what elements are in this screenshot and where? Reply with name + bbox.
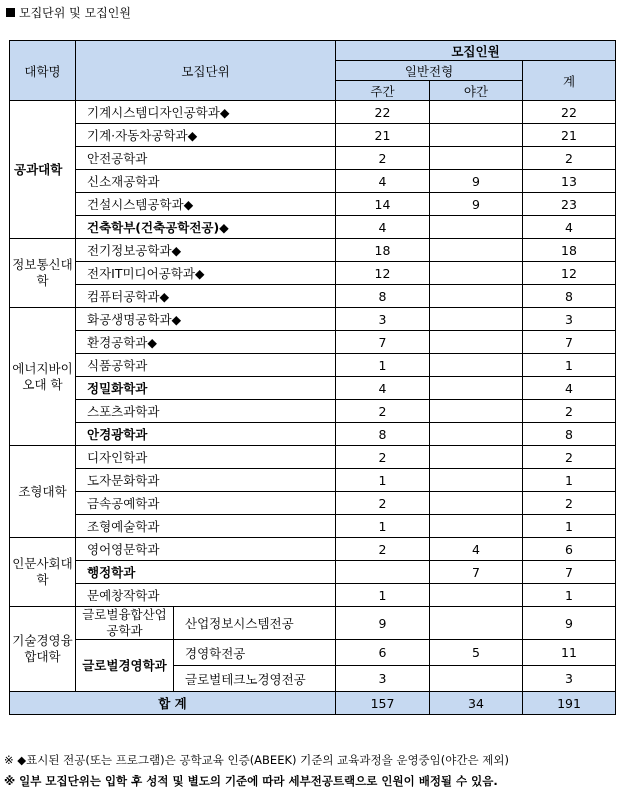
unit-name: 건축학부(건축공학전공)◆ — [76, 216, 336, 239]
night-count — [430, 147, 523, 170]
total-count: 4 — [523, 377, 616, 400]
unit-name: 행정학과 — [76, 561, 336, 584]
night-count — [430, 308, 523, 331]
square-bullet-icon — [6, 8, 15, 17]
table-row — [10, 515, 616, 538]
day-count: 3 — [336, 666, 430, 692]
total-count: 18 — [523, 239, 616, 262]
table-row — [10, 492, 616, 515]
day-count: 18 — [336, 239, 430, 262]
unit-name: 전기정보공학과◆ — [76, 239, 336, 262]
total-count: 9 — [523, 607, 616, 640]
table-row — [10, 193, 616, 216]
night-count — [430, 469, 523, 492]
section-title: 모집단위 및 모집인원 — [19, 6, 131, 20]
total-count: 1 — [523, 354, 616, 377]
total-count: 1 — [523, 584, 616, 607]
day-count: 14 — [336, 193, 430, 216]
major-name: 글로벌테크노경영전공 — [174, 666, 336, 692]
day-count: 2 — [336, 538, 430, 561]
unit-name: 디자인학과 — [76, 446, 336, 469]
footnote-track: ※ 일부 모집단위는 입학 후 성적 및 별도의 기준에 따라 세부전공트랙으로 인원이 배정될 수 있음. — [4, 774, 498, 788]
table-row — [10, 124, 616, 147]
day-count: 1 — [336, 469, 430, 492]
sum-row — [10, 692, 616, 715]
day-count: 21 — [336, 124, 430, 147]
night-count — [430, 423, 523, 446]
table-row — [10, 262, 616, 285]
college-tech-management: 기술경영융합대학 — [10, 607, 76, 692]
day-count: 9 — [336, 607, 430, 640]
major-name: 경영학전공 — [174, 640, 336, 666]
header-quota: 모집인원 — [336, 41, 616, 61]
unit-name: 영어영문학과 — [76, 538, 336, 561]
table-row — [10, 216, 616, 239]
table-row — [10, 423, 616, 446]
night-count — [430, 607, 523, 640]
day-count: 4 — [336, 170, 430, 193]
total-count: 7 — [523, 561, 616, 584]
night-count — [430, 666, 523, 692]
unit-name: 신소재공학과 — [76, 170, 336, 193]
header-day: 주간 — [336, 81, 430, 101]
unit-name: 안경광학과 — [76, 423, 336, 446]
night-count: 4 — [430, 538, 523, 561]
day-count: 12 — [336, 262, 430, 285]
day-count — [336, 561, 430, 584]
table-row — [10, 239, 616, 262]
header-night: 야간 — [430, 81, 523, 101]
night-count — [430, 262, 523, 285]
night-count — [430, 515, 523, 538]
day-count: 8 — [336, 423, 430, 446]
total-count: 4 — [523, 216, 616, 239]
night-count — [430, 377, 523, 400]
night-count — [430, 492, 523, 515]
total-count: 21 — [523, 124, 616, 147]
total-count: 2 — [523, 492, 616, 515]
unit-name: 컴퓨터공학과◆ — [76, 285, 336, 308]
total-count: 3 — [523, 666, 616, 692]
night-count — [430, 584, 523, 607]
table-row — [10, 285, 616, 308]
total-count: 2 — [523, 147, 616, 170]
night-count: 9 — [430, 193, 523, 216]
table-row — [10, 170, 616, 193]
footnote-abeek: ※ ◆표시된 전공(또는 프로그램)은 공학교육 인증(ABEEK) 기준의 교육과정을 운영중임(야간은 제외) — [4, 753, 509, 767]
unit-name: 도자문화학과 — [76, 469, 336, 492]
night-count — [430, 446, 523, 469]
day-count: 1 — [336, 584, 430, 607]
table-row — [10, 561, 616, 584]
total-count: 1 — [523, 469, 616, 492]
table-row — [10, 354, 616, 377]
section-heading — [6, 4, 131, 21]
day-count: 1 — [336, 354, 430, 377]
day-count: 22 — [336, 101, 430, 124]
table-row — [10, 308, 616, 331]
day-count: 2 — [336, 492, 430, 515]
day-count: 2 — [336, 446, 430, 469]
total-count: 12 — [523, 262, 616, 285]
unit-name: 스포츠과학과 — [76, 400, 336, 423]
night-count — [430, 285, 523, 308]
night-count: 7 — [430, 561, 523, 584]
table-row — [10, 377, 616, 400]
total-count: 11 — [523, 640, 616, 666]
header-college: 대학명 — [10, 41, 76, 101]
college-it: 정보통신대 학 — [10, 239, 76, 308]
day-count: 6 — [336, 640, 430, 666]
sum-label: 합 계 — [10, 692, 336, 715]
total-count: 2 — [523, 400, 616, 423]
total-count: 6 — [523, 538, 616, 561]
total-count: 7 — [523, 331, 616, 354]
table-row — [10, 640, 616, 666]
college-design: 조형대학 — [10, 446, 76, 538]
table-row — [10, 147, 616, 170]
unit-name: 안전공학과 — [76, 147, 336, 170]
table-row — [10, 538, 616, 561]
unit-name: 전자IT미디어공학과◆ — [76, 262, 336, 285]
total-count: 2 — [523, 446, 616, 469]
night-count — [430, 331, 523, 354]
night-count — [430, 239, 523, 262]
unit-name: 조형예술학과 — [76, 515, 336, 538]
day-count: 4 — [336, 377, 430, 400]
total-count: 8 — [523, 423, 616, 446]
unit-name: 문예창작학과 — [76, 584, 336, 607]
table-row — [10, 584, 616, 607]
night-count — [430, 216, 523, 239]
group-global-business: 글로벌경영학과 — [76, 640, 174, 692]
major-name: 산업정보시스템전공 — [174, 607, 336, 640]
unit-name: 정밀화학과 — [76, 377, 336, 400]
unit-name: 기계·자동차공학과◆ — [76, 124, 336, 147]
unit-name: 기계시스템디자인공학과◆ — [76, 101, 336, 124]
day-count: 8 — [336, 285, 430, 308]
sum-night: 34 — [430, 692, 523, 715]
total-count: 23 — [523, 193, 616, 216]
night-count — [430, 124, 523, 147]
total-count: 13 — [523, 170, 616, 193]
night-count — [430, 101, 523, 124]
day-count: 4 — [336, 216, 430, 239]
table-row — [10, 400, 616, 423]
header-total: 계 — [523, 61, 616, 101]
total-count: 3 — [523, 308, 616, 331]
night-count: 5 — [430, 640, 523, 666]
night-count — [430, 354, 523, 377]
header-unit: 모집단위 — [76, 41, 336, 101]
table-row — [10, 331, 616, 354]
total-count: 1 — [523, 515, 616, 538]
day-count: 3 — [336, 308, 430, 331]
night-count: 9 — [430, 170, 523, 193]
table-row — [10, 101, 616, 124]
day-count: 2 — [336, 400, 430, 423]
sum-total: 191 — [523, 692, 616, 715]
unit-name: 식품공학과 — [76, 354, 336, 377]
total-count: 8 — [523, 285, 616, 308]
header-general: 일반전형 — [336, 61, 523, 81]
unit-name: 화공생명공학과◆ — [76, 308, 336, 331]
night-count — [430, 400, 523, 423]
table-row — [10, 446, 616, 469]
unit-name: 금속공예학과 — [76, 492, 336, 515]
college-energy-bio: 에너지바이오대 학 — [10, 308, 76, 446]
footnotes — [4, 750, 509, 792]
unit-name: 환경공학과◆ — [76, 331, 336, 354]
sum-day: 157 — [336, 692, 430, 715]
unit-name: 건설시스템공학과◆ — [76, 193, 336, 216]
day-count: 2 — [336, 147, 430, 170]
college-humanities: 인문사회대 학 — [10, 538, 76, 607]
total-count: 22 — [523, 101, 616, 124]
admission-quota-table — [9, 40, 616, 715]
group-global-industrial: 글로벌융합산업공학과 — [76, 607, 174, 640]
day-count: 1 — [336, 515, 430, 538]
college-engineering: 공과대학 — [10, 101, 76, 239]
day-count: 7 — [336, 331, 430, 354]
table-row — [10, 607, 616, 640]
table-row — [10, 469, 616, 492]
